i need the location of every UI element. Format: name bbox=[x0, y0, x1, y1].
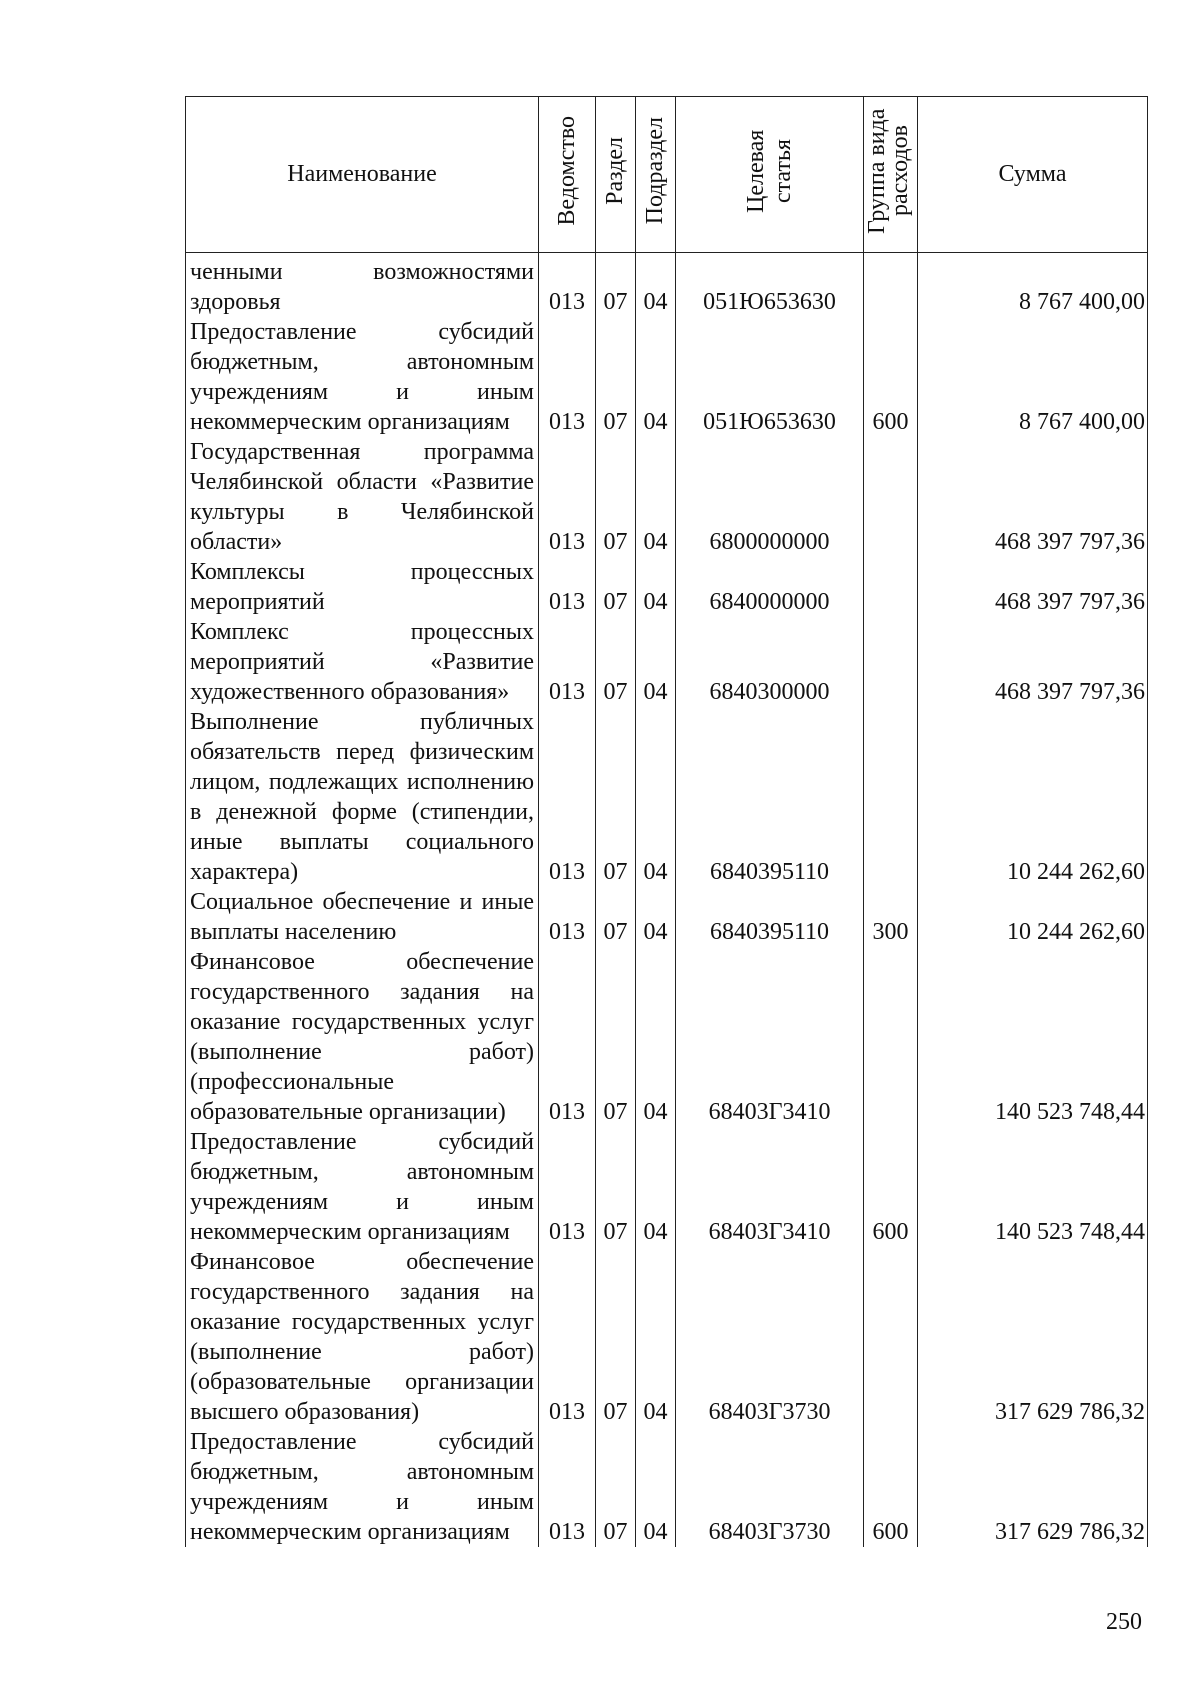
row-sum: 8 767 400,00 bbox=[918, 253, 1148, 318]
row-podrazdel: 04 bbox=[636, 887, 676, 947]
row-podrazdel: 04 bbox=[636, 253, 676, 318]
row-podrazdel: 04 bbox=[636, 317, 676, 437]
row-target: 6800000000 bbox=[676, 437, 864, 557]
row-vedomstvo: 013 bbox=[539, 317, 596, 437]
budget-table bbox=[185, 96, 1148, 1547]
row-podrazdel: 04 bbox=[636, 1127, 676, 1247]
header-name: Наименование bbox=[186, 97, 539, 253]
header-target: Целевая статья bbox=[676, 97, 864, 253]
table-row bbox=[186, 437, 1148, 557]
row-sum: 468 397 797,36 bbox=[918, 437, 1148, 557]
row-name: Финансовое обеспечение государственного задания на оказание государственных услуг (выполнение работ) (профессиональные образовательные организации) bbox=[186, 947, 539, 1127]
row-name: Предоставление субсидий бюджетным, автономным учреждениям и иным некоммерческим организациям bbox=[186, 1427, 539, 1547]
row-target: 68403Г3410 bbox=[676, 947, 864, 1127]
table-row bbox=[186, 1427, 1148, 1547]
row-target: 6840300000 bbox=[676, 617, 864, 707]
row-name: Комплекс процессных мероприятий «Развитие художественного образования» bbox=[186, 617, 539, 707]
row-name: Социальное обеспечение и иные выплаты населению bbox=[186, 887, 539, 947]
row-target: 68403Г3730 bbox=[676, 1247, 864, 1427]
row-name: Выполнение публичных обязательств перед физическим лицом, подлежащих исполнению в денежной форме (стипендии, иные выплаты социального характера) bbox=[186, 707, 539, 887]
row-razdel: 07 bbox=[596, 1247, 636, 1427]
row-group bbox=[864, 253, 918, 318]
row-group: 600 bbox=[864, 1427, 918, 1547]
row-vedomstvo: 013 bbox=[539, 437, 596, 557]
header-vedomstvo: Ведомство bbox=[539, 97, 596, 253]
row-razdel: 07 bbox=[596, 707, 636, 887]
header-sum: Сумма bbox=[918, 97, 1148, 253]
row-target: 051Ю653630 bbox=[676, 317, 864, 437]
row-name: Предоставление субсидий бюджетным, автономным учреждениям и иным некоммерческим организациям bbox=[186, 317, 539, 437]
header-razdel: Раздел bbox=[596, 97, 636, 253]
row-group bbox=[864, 947, 918, 1127]
row-name: Финансовое обеспечение государственного задания на оказание государственных услуг (выполнение работ) (образовательные организации высшего образования) bbox=[186, 1247, 539, 1427]
table-row bbox=[186, 253, 1148, 318]
row-target: 6840000000 bbox=[676, 557, 864, 617]
table-row bbox=[186, 707, 1148, 887]
row-podrazdel: 04 bbox=[636, 1247, 676, 1427]
row-vedomstvo: 013 bbox=[539, 947, 596, 1127]
row-razdel: 07 bbox=[596, 557, 636, 617]
row-target: 68403Г3410 bbox=[676, 1127, 864, 1247]
row-vedomstvo: 013 bbox=[539, 1427, 596, 1547]
row-group bbox=[864, 617, 918, 707]
row-vedomstvo: 013 bbox=[539, 617, 596, 707]
row-target: 6840395110 bbox=[676, 887, 864, 947]
row-sum: 317 629 786,32 bbox=[918, 1427, 1148, 1547]
row-name: Предоставление субсидий бюджетным, автономным учреждениям и иным некоммерческим организациям bbox=[186, 1127, 539, 1247]
row-vedomstvo: 013 bbox=[539, 253, 596, 318]
row-razdel: 07 bbox=[596, 947, 636, 1127]
row-podrazdel: 04 bbox=[636, 707, 676, 887]
row-podrazdel: 04 bbox=[636, 617, 676, 707]
row-razdel: 07 bbox=[596, 1427, 636, 1547]
row-name: Государственная программа Челябинской области «Развитие культуры в Челябинской области» bbox=[186, 437, 539, 557]
row-razdel: 07 bbox=[596, 437, 636, 557]
row-sum: 468 397 797,36 bbox=[918, 617, 1148, 707]
row-podrazdel: 04 bbox=[636, 947, 676, 1127]
table-row bbox=[186, 1127, 1148, 1247]
row-razdel: 07 bbox=[596, 317, 636, 437]
row-podrazdel: 04 bbox=[636, 557, 676, 617]
table-row bbox=[186, 887, 1148, 947]
header-group: Группа вида расходов bbox=[864, 97, 918, 253]
row-razdel: 07 bbox=[596, 887, 636, 947]
row-razdel: 07 bbox=[596, 617, 636, 707]
table-row bbox=[186, 1247, 1148, 1427]
row-group bbox=[864, 557, 918, 617]
row-vedomstvo: 013 bbox=[539, 557, 596, 617]
row-target: 051Ю653630 bbox=[676, 253, 864, 318]
row-group: 600 bbox=[864, 1127, 918, 1247]
row-sum: 8 767 400,00 bbox=[918, 317, 1148, 437]
row-sum: 140 523 748,44 bbox=[918, 1127, 1148, 1247]
row-vedomstvo: 013 bbox=[539, 1127, 596, 1247]
row-name: ченными возможностями здоровья bbox=[186, 253, 539, 318]
row-group: 600 bbox=[864, 317, 918, 437]
row-podrazdel: 04 bbox=[636, 437, 676, 557]
row-vedomstvo: 013 bbox=[539, 707, 596, 887]
page-number: 250 bbox=[1106, 1609, 1142, 1635]
row-razdel: 07 bbox=[596, 253, 636, 318]
row-podrazdel: 04 bbox=[636, 1427, 676, 1547]
row-sum: 468 397 797,36 bbox=[918, 557, 1148, 617]
row-vedomstvo: 013 bbox=[539, 1247, 596, 1427]
row-name: Комплексы процессных мероприятий bbox=[186, 557, 539, 617]
table-row bbox=[186, 557, 1148, 617]
row-group bbox=[864, 707, 918, 887]
row-sum: 317 629 786,32 bbox=[918, 1247, 1148, 1427]
table-row bbox=[186, 947, 1148, 1127]
table-row bbox=[186, 317, 1148, 437]
row-group bbox=[864, 437, 918, 557]
row-target: 6840395110 bbox=[676, 707, 864, 887]
row-razdel: 07 bbox=[596, 1127, 636, 1247]
table-row bbox=[186, 617, 1148, 707]
row-group: 300 bbox=[864, 887, 918, 947]
row-sum: 10 244 262,60 bbox=[918, 887, 1148, 947]
row-group bbox=[864, 1247, 918, 1427]
row-vedomstvo: 013 bbox=[539, 887, 596, 947]
row-target: 68403Г3730 bbox=[676, 1427, 864, 1547]
table-header-row bbox=[186, 97, 1148, 253]
header-podrazdel: Подраздел bbox=[636, 97, 676, 253]
row-sum: 140 523 748,44 bbox=[918, 947, 1148, 1127]
row-sum: 10 244 262,60 bbox=[918, 707, 1148, 887]
